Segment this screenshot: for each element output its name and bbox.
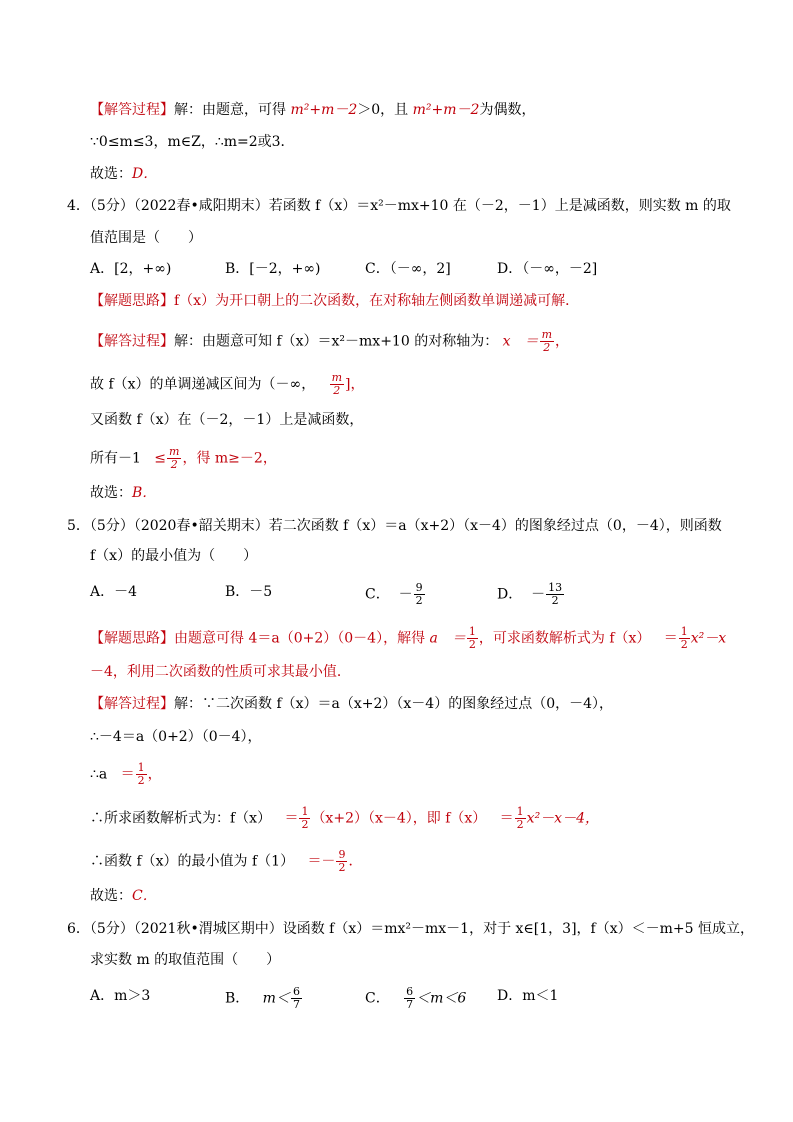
q4-option-d: D．（－∞，－2] — [497, 261, 598, 277]
q6-option-c: C． $\frac{6}{7}$ ＜m＜6 — [365, 985, 467, 1011]
q5-idea-line2: －4，利用二次函数的性质可求其最小值． — [90, 664, 351, 680]
fraction: $\frac{9}{2}$ — [338, 848, 346, 874]
q6-stem-line1: 6．（5分）（2021秋•渭城区期中）设函数 f（x）＝mx²－mx－1，对于 x∈[1，3]，f（x）＜－m+5 恒成立， — [67, 921, 754, 937]
q5-option-c: C． － $\frac{9}{2}$ — [365, 581, 423, 607]
q5-stem-line1: 5．（5分）（2020春•韶关期末）若二次函数 f（x）＝a（x+2）（x－4）的图象经过点（0，－4），则函数 — [67, 518, 722, 534]
fraction: $\frac{m}{2}$ — [331, 371, 342, 397]
fraction: $\frac{1}{2}$ — [468, 625, 476, 651]
fraction: $\frac{m}{2}$ — [541, 328, 552, 354]
fraction: $\frac{1}{2}$ — [301, 805, 309, 831]
block3-answer: 故选：D． — [90, 166, 158, 182]
q6-stem-line2: 求实数 m 的取值范围（ ） — [90, 952, 281, 968]
q4-option-c: C．（－∞，2] — [365, 261, 451, 277]
fraction: $\frac{1}{2}$ — [680, 625, 688, 651]
idea-tag: 【解题思路】 — [90, 293, 174, 309]
q4-option-b: B．[－2，+∞) — [225, 261, 321, 277]
q4-option-a: A．[2，+∞) — [90, 261, 172, 277]
q6-option-b: B． m＜ $\frac{6}{7}$ — [225, 985, 300, 1011]
process-tag: 【解答过程】 — [90, 333, 174, 350]
q5-option-a: A．－4 — [90, 584, 138, 600]
q5-process-line3: ∴a ＝ $\frac{1}{2}$ ， — [90, 761, 162, 787]
q6-option-d: D．m＜1 — [497, 988, 559, 1004]
q4-stem-line1: 4．（5分）（2022春•咸阳期末）若函数 f（x）＝x²－mx+10 在（－2，－1）上是减函数，则实数 m 的取 — [67, 198, 731, 214]
fraction: $\frac{m}{2}$ — [169, 445, 180, 471]
q4-stem-line2: 值范围是（ ） — [90, 230, 202, 246]
q4-answer: 故选：B． — [90, 485, 157, 501]
q5-process-line4: ∴所求函数解析式为：f（x） ＝ $\frac{1}{2}$ （x+2）（x－4），即 f（x） ＝ $\frac{1}{2}$ x²－x－4， — [90, 805, 599, 831]
q4-process-line1: 【解答过程】解：由题意可知 f（x）＝x²－mx+10 的对称轴为： x ＝ $\frac{m}{2}$ ， — [90, 328, 569, 354]
process-tag: 【解答过程】 — [90, 102, 174, 118]
q5-option-d: D． － $\frac{13}{2}$ — [497, 581, 563, 607]
q5-process-line1: 【解答过程】解：∵二次函数 f（x）＝a（x+2）（x－4）的图象经过点（0，－4）， — [90, 696, 614, 712]
q5-process-line2: ∴－4＝a（0+2）（0－4）， — [90, 729, 262, 745]
q5-idea-line1: 【解题思路】由题意可得 4＝a（0+2）（0－4），解得 a ＝ $\frac{1}{2}$ ，可求函数解析式为 f（x） ＝ $\frac{1}{2}$ x²－x — [90, 625, 727, 651]
block3-process-line1: 【解答过程】解：由题意，可得 m²+m－2＞0，且 m²+m－2为偶数， — [90, 102, 536, 118]
q6-option-a: A．m＞3 — [90, 988, 151, 1004]
q4-process-line3: 又函数 f（x）在（－2，－1）上是减函数， — [90, 412, 364, 428]
q4-idea: 【解题思路】f（x）为开口朝上的二次函数，在对称轴左侧函数单调递减可解． — [90, 293, 580, 309]
block3-process-line2: ∵0≤m≤3，m∈Z，∴m=2或3． — [90, 134, 295, 150]
q5-answer: 故选：C． — [90, 888, 157, 904]
process-tag: 【解答过程】 — [90, 696, 174, 712]
q4-process-line2: 故 f（x）的单调递减区间为（－∞， $\frac{m}{2}$ ]， — [90, 371, 365, 397]
q5-option-b: B．－5 — [225, 584, 273, 600]
q5-process-line5: ∴函数 f（x）的最小值为 f（1） ＝－ $\frac{9}{2}$ ． — [90, 848, 363, 874]
fraction: $\frac{9}{2}$ — [415, 581, 423, 607]
fraction: $\frac{6}{7}$ — [406, 985, 414, 1011]
idea-tag: 【解题思路】 — [90, 630, 174, 647]
q5-stem-line2: f（x）的最小值为（ ） — [90, 548, 258, 564]
fraction: $\frac{1}{2}$ — [137, 761, 145, 787]
fraction: $\frac{13}{2}$ — [548, 581, 563, 607]
fraction: $\frac{1}{2}$ — [516, 805, 524, 831]
fraction: $\frac{6}{7}$ — [292, 985, 300, 1011]
q4-process-line4: 所有－1 ≤ $\frac{m}{2}$ ，得 m≥－2， — [90, 445, 277, 471]
